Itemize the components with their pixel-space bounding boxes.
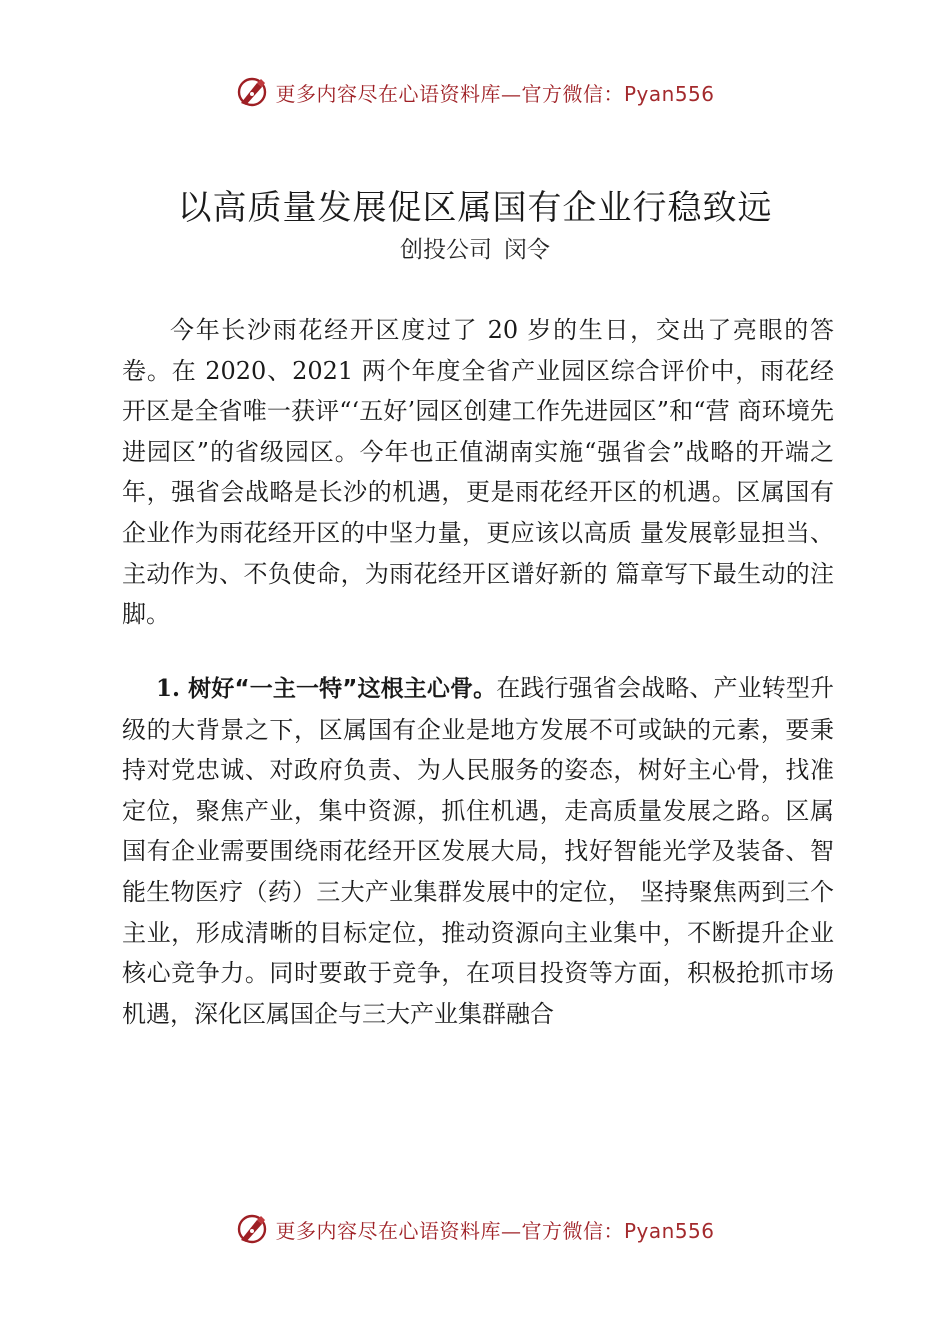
- footer-banner: [0, 1209, 950, 1249]
- wechat-id: Pyan556: [623, 1218, 715, 1243]
- section-1-body: 在践行强省会战略、产业转型升级的大背景之下，区属国有企业是地方发展不可或缺的元素，要秉持对党忠诚、对政府负责、为人民服务的姿态，树好主心骨，找准定位，聚焦产业，集中资源，抓住机遇，走高质量发展之路。区属国有企业需要围绕雨花经开区发展大局，找好智能光学及装备、智能生物医疗（药）三大产业集群发展中的定位， 坚持聚焦两到三个主业，形成清晰的目标定位，推动资源向主业集中，不断提升企业核心竞争力。同时要敢于竞争，在项目投资等方面，积极抢抓市场机遇，深化区属国企与三大产业集群融合: [122, 674, 835, 1028]
- wechat-id: Pyan556: [623, 81, 715, 106]
- byline: [0, 231, 950, 264]
- banner-label: 更多内容尽在心语资料库—官方微信：: [275, 81, 624, 106]
- banner-text: [275, 1215, 714, 1244]
- section-1-heading-text: 树好“一主一特”这根主心骨。: [188, 676, 497, 702]
- header-banner: [0, 72, 950, 112]
- intro-paragraph: 今年长沙雨花经开区度过了 20 岁的生日，交出了亮眼的答卷。在 2020、2021 两个年度全省产业园区综合评价中，雨花经开区是全省唯一获评“‘五好’园区创建工作先进园区”和“营 商环境先进园区”的省级园区。今年也正值湖南实施“强省会”战略的开端之年，强省会战略是长沙的机遇，更是雨花经开区的机遇。区属国有企业作为雨花经开区的中坚力量，更应该以高质 量发展彰显担当、主动作为、不负使命，为雨花经开区谱好新的 篇章写下最生动的注脚。: [122, 316, 834, 629]
- byline-company: 创投公司: [400, 237, 492, 263]
- section-1-paragraph: [122, 668, 834, 1034]
- banner-text: [275, 78, 714, 107]
- pen-nib-logo-icon: [235, 75, 269, 109]
- banner-label: 更多内容尽在心语资料库—官方微信：: [275, 1218, 624, 1243]
- page-title: 以高质量发展促区属国有企业行稳致远: [177, 188, 773, 228]
- pen-nib-logo-icon: [235, 1212, 269, 1246]
- section-1-heading: [156, 676, 496, 702]
- section-1-number: 1.: [156, 675, 181, 702]
- byline-author: 闵令: [504, 237, 550, 263]
